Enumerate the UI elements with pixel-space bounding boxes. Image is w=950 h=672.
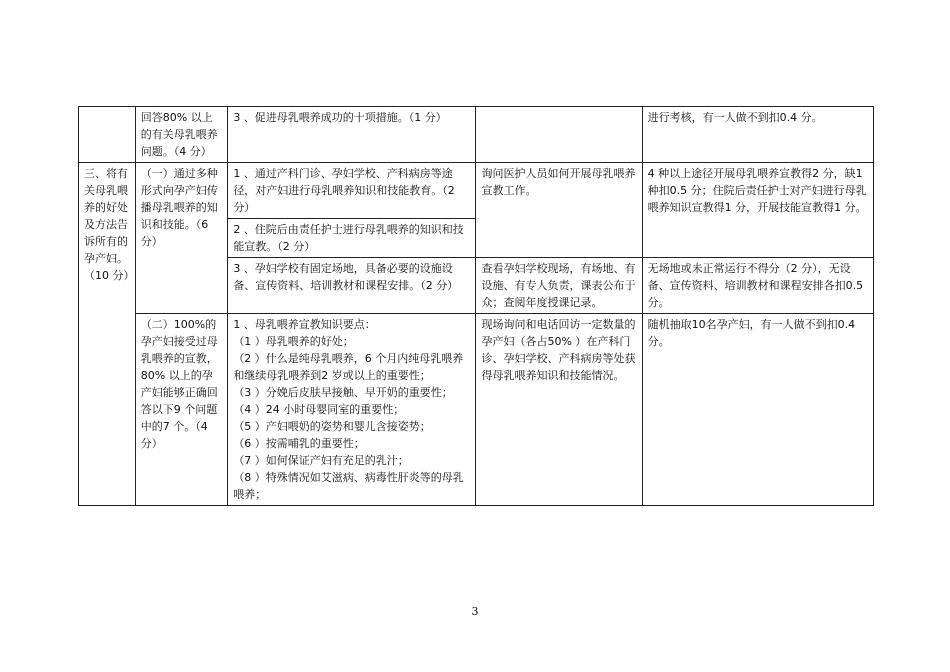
list-item: 1 、母乳喂养宣教知识要点： bbox=[233, 318, 376, 331]
list-item: （5 ）产妇喂奶的姿势和婴儿含接姿势； bbox=[233, 420, 431, 433]
check-method: 询问医护人员如何开展母乳喂养宣教工作。 bbox=[476, 163, 642, 258]
subsection-label: （二）100%的孕产妇接受过母乳喂养的宣教，80% 以上的孕产妇能够正确回答以下9 个问题中的7 个。（4 分） bbox=[135, 314, 228, 506]
cell-score: 进行考核，有一人做不到扣0.4 分。 bbox=[642, 107, 873, 163]
content-item: 3 、孕妇学校有固定场地，具备必要的设施设备、宣传资料、培训教材和课程安排。（2 分） bbox=[228, 258, 476, 314]
score-rule: 无场地或未正常运行不得分（2 分），无设备、宣传资料、培训教材和课程安排各扣0.5 分。 bbox=[642, 258, 873, 314]
list-item: （1 ）母乳喂养的好处； bbox=[233, 335, 354, 348]
score-rule: 随机抽取10名孕产妇，有一人做不到扣0.4 分。 bbox=[642, 314, 873, 506]
cell-empty bbox=[79, 107, 136, 163]
list-item: （4 ）24 小时母婴同室的重要性； bbox=[233, 403, 405, 416]
cell-requirement: 回答80% 以上的有关母乳喂养问题。（4 分） bbox=[135, 107, 228, 163]
table-row bbox=[79, 163, 874, 219]
cell-content: 3 、促进母乳喂养成功的十项措施。（1 分） bbox=[228, 107, 476, 163]
list-item: （7 ）如何保证产妇有充足的乳汁； bbox=[233, 454, 409, 467]
list-item: （8 ）特殊情况如艾滋病、病毒性肝炎等的母乳喂养； bbox=[233, 471, 464, 501]
cell-method bbox=[476, 107, 642, 163]
table-row bbox=[79, 107, 874, 163]
page-number: 3 bbox=[471, 605, 479, 618]
list-item: （3 ）分娩后皮肤早接触、早开奶的重要性； bbox=[233, 386, 453, 399]
check-method: 查看孕妇学校现场，有场地、有设施、有专人负责，课表公布于众；查阅年度授课记录。 bbox=[476, 258, 642, 314]
knowledge-points bbox=[228, 314, 476, 506]
list-item: （6 ）按需哺乳的重要性； bbox=[233, 437, 365, 450]
section-title: 三、将有关母乳喂养的好处及方法告诉所有的孕产妇。（10 分） bbox=[79, 163, 136, 506]
assessment-table bbox=[78, 106, 874, 506]
table-row bbox=[79, 314, 874, 506]
list-item: （2 ）什么是纯母乳喂养，6 个月内纯母乳喂养和继续母乳喂养到2 岁或以上的重要性； bbox=[233, 352, 464, 382]
check-method: 现场询问和电话回访一定数量的孕产妇（各占50% ）在产科门诊、孕妇学校、产科病房等处获得母乳喂养知识和技能情况。 bbox=[476, 314, 642, 506]
score-rule: 4 种以上途径开展母乳喂养宣教得2 分，缺1 种扣0.5 分；住院后责任护士对产妇进行母乳喂养知识宣教得1 分，开展技能宣教得1 分。 bbox=[642, 163, 873, 258]
content-item: 1 、通过产科门诊、孕妇学校、产科病房等途径，对产妇进行母乳喂养知识和技能教育。（2 分） bbox=[228, 163, 476, 219]
content-item: 2 、住院后由责任护士进行母乳喂养的知识和技能宣教。（2 分） bbox=[228, 219, 476, 258]
subsection-label: （一）通过多种形式向孕产妇传播母乳喂养的知识和技能。（6 分） bbox=[135, 163, 228, 314]
